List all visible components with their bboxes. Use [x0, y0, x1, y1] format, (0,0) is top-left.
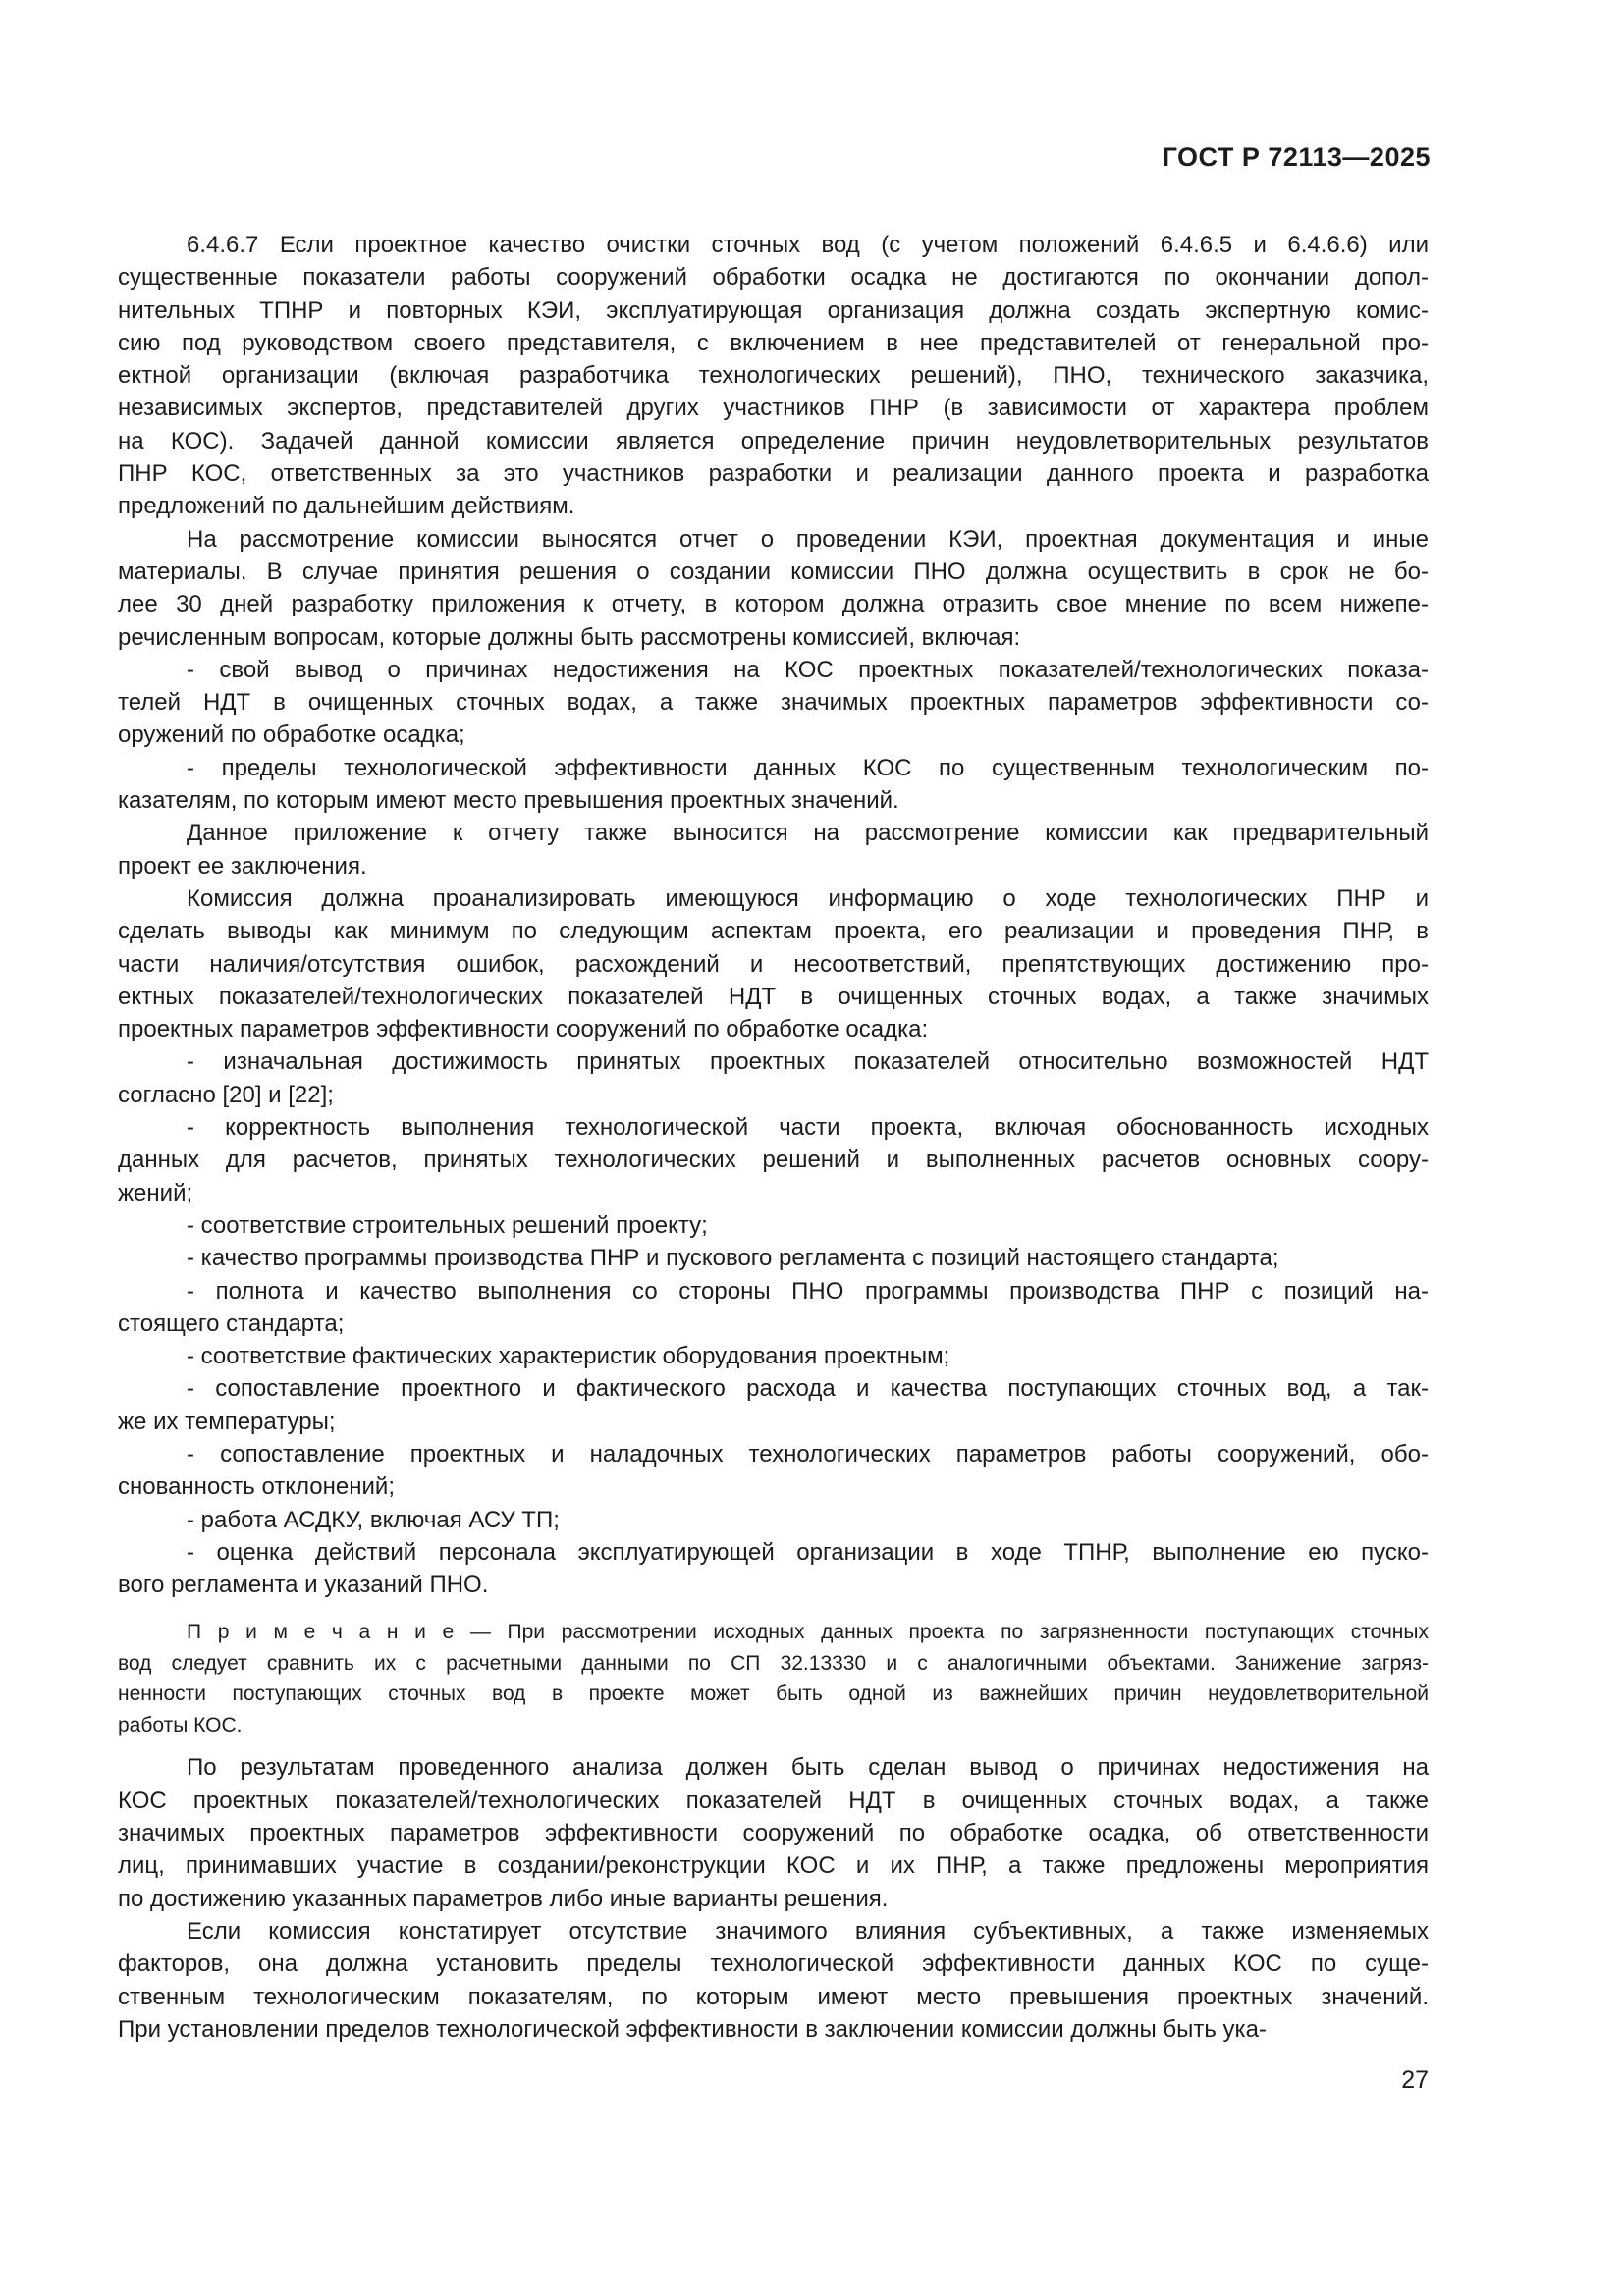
paragraph-line: предложений по дальнейшим действиям.	[118, 493, 575, 520]
paragraph-line: жений;	[118, 1179, 193, 1206]
paragraph-line: - работа АСДКУ, включая АСУ ТП;	[187, 1506, 560, 1533]
paragraph-line: При установлении пределов технологической эффективности в заключении комиссии должны быть ука-	[118, 2015, 1267, 2043]
paragraph-line: ектной организации (включая разработчика технологических решений), ПНО, технического заказчика,	[118, 362, 1429, 390]
paragraph-line: Комиссия должна проанализировать имеющуюся информацию о ходе технологических ПНР и	[187, 884, 1429, 912]
paragraph	[118, 229, 1429, 523]
page-number: 27	[1401, 2066, 1429, 2094]
paragraph-line: 6.4.6.7 Если проектное качество очистки сточных вод (с учетом положений 6.4.6.5 и 6.4.6.6) или	[187, 232, 1429, 258]
paragraph	[118, 1209, 1429, 1242]
paragraph-line: проектных параметров эффективности сооружений по обработке осадка:	[118, 1016, 929, 1043]
paragraph-line: ектных показателей/технологических показателей НДТ в очищенных сточных водах, а также значимых	[118, 983, 1429, 1010]
paragraph	[118, 1111, 1429, 1209]
paragraph-line: снованность отклонений;	[118, 1473, 395, 1501]
paragraph-line: Данное приложение к отчету также выносится на рассмотрение комиссии как предварительный	[187, 820, 1429, 847]
paragraph-line: факторов, она должна установить пределы технологической эффективности данных КОС по суще-	[118, 1950, 1429, 1978]
paragraph-line: - сопоставление проектного и фактического расхода и качества поступающих сточных вод, а так-	[187, 1375, 1429, 1403]
paragraph-line: КОС проектных показателей/технологических показателей НДТ в очищенных сточных водах, а также	[118, 1787, 1429, 1814]
paragraph-line: - оценка действий персонала эксплуатирующей организации в ходе ТПНР, выполнение ею пуско-	[187, 1538, 1429, 1566]
paragraph-line: На рассмотрение комиссии выносятся отчет о проведении КЭИ, проектная документация и иные	[187, 525, 1429, 553]
paragraph-line: проект ее заключения.	[118, 852, 367, 880]
paragraph-line: на КОС). Задачей данной комиссии является определение причин неудовлетворительных результатов	[118, 427, 1429, 454]
paragraph-line: - свой вывод о причинах недостижения на КОС проектных показателей/технологических показа-	[187, 656, 1429, 683]
paragraph	[118, 523, 1429, 654]
paragraph-line: данных для расчетов, принятых технологических решений и выполненных расчетов основных соору-	[118, 1147, 1429, 1174]
paragraph	[118, 1242, 1429, 1274]
standard-code-header: ГОСТ Р 72113—2025	[1162, 142, 1431, 172]
paragraph-line: существенные показатели работы сооружений обработки осадка не достигаются по окончании допол-	[118, 264, 1429, 292]
paragraph-line: казателям, по которым имеют место превышения проектных значений.	[118, 787, 899, 815]
paragraph-line: речисленным вопросам, которые должны быть рассмотрены комиссией, включая:	[118, 623, 1021, 651]
paragraph-line: телей НДТ в очищенных сточных водах, а также значимых проектных параметров эффективности со-	[118, 689, 1429, 717]
paragraph-line: - соответствие фактических характеристик оборудования проектным;	[187, 1343, 950, 1370]
paragraph-line: независимых экспертов, представителей других участников ПНР (в зависимости от характера проблем	[118, 395, 1429, 422]
paragraph	[118, 882, 1429, 1045]
paragraph	[118, 817, 1429, 882]
paragraph	[118, 752, 1429, 818]
paragraph-line: лиц, принимавших участие в создании/реконструкции КОС и их ПНР, а также предложены мероприятия	[118, 1852, 1429, 1880]
paragraph	[118, 654, 1429, 752]
paragraph-line: ПНР КОС, ответственных за это участников разработки и реализации данного проекта и разработка	[118, 460, 1429, 488]
paragraph	[118, 1438, 1429, 1504]
paragraph-line: вого регламента и указаний ПНО.	[118, 1572, 489, 1599]
paragraph-line: По результатам проведенного анализа должен быть сделан вывод о причинах недостижения на	[187, 1754, 1429, 1782]
paragraph-line: части наличия/отсутствия ошибок, расхождений и несоответствий, препятствующих достижению про-	[118, 950, 1429, 978]
paragraph-line: - полнота и качество выполнения со стороны ПНО программы производства ПНР с позиций на-	[187, 1277, 1429, 1305]
paragraph-line: оружений по обработке осадка;	[118, 721, 465, 749]
paragraph-line: - корректность выполнения технологической части проекта, включая обоснованность исходных	[187, 1114, 1429, 1142]
paragraph-line: ненности поступающих сточных вод в проекте может быть одной из важнейших причин неудовлетворительной	[118, 1682, 1429, 1706]
paragraph-line: сделать выводы как минимум по следующим аспектам проекта, его реализации и проведения ПНР, в	[118, 918, 1429, 945]
paragraph-line: работы КОС.	[118, 1713, 243, 1736]
paragraph	[118, 1372, 1429, 1438]
paragraph-line: вод следует сравнить их с расчетными данными по СП 32.13330 и с аналогичными объектами. Занижение загряз-	[118, 1651, 1429, 1675]
paragraph	[118, 1915, 1429, 2046]
paragraph	[118, 1045, 1429, 1111]
paragraph-line: - сопоставление проектных и наладочных технологических параметров работы сооружений, обо-	[187, 1440, 1429, 1468]
paragraph	[118, 1536, 1429, 1602]
paragraph-line: - изначальная достижимость принятых проектных показателей относительно возможностей НДТ	[187, 1048, 1429, 1076]
paragraph-line: - соответствие строительных решений проекту;	[187, 1211, 708, 1239]
paragraph-line: Если комиссия констатирует отсутствие значимого влияния субъективных, а также изменяемых	[187, 1917, 1429, 1945]
paragraph	[118, 1340, 1429, 1372]
paragraph	[118, 1275, 1429, 1341]
paragraph-line: значимых проектных параметров эффективности сооружений по обработке осадка, об ответственности	[118, 1820, 1429, 1847]
paragraph-line: стоящего стандарта;	[118, 1309, 345, 1337]
paragraph-line: ственным технологическим показателям, по которым имеют место превышения проектных значений.	[118, 1983, 1429, 2010]
paragraph-line: же их температуры;	[118, 1408, 336, 1435]
paragraph-line: сию под руководством своего представителя, с включением в нее представителей от генеральной про-	[118, 329, 1429, 356]
paragraph-line: лее 30 дней разработку приложения к отчету, в котором должна отразить свое мнение по всем нижепе-	[118, 591, 1429, 618]
paragraph	[118, 1504, 1429, 1536]
paragraph	[118, 1751, 1429, 1914]
paragraph-line: П р и м е ч а н и е — При рассмотрении исходных данных проекта по загрязненности поступающих сточных	[187, 1621, 1429, 1644]
paragraph-line: по достижению указанных параметров либо иные варианты решения.	[118, 1885, 889, 1912]
content	[118, 229, 1429, 2046]
paragraph-line: материалы. В случае принятия решения о создании комиссии ПНО должна осуществить в срок не бо-	[118, 558, 1429, 585]
paragraph-line: согласно [20] и [22];	[118, 1081, 334, 1108]
paragraph-line: - качество программы производства ПНР и пускового регламента с позиций настоящего стандарта;	[187, 1245, 1279, 1272]
note-paragraph	[118, 1617, 1429, 1740]
paragraph-line: - пределы технологической эффективности данных КОС по существенным технологическим по-	[187, 754, 1429, 781]
paragraph-line: нительных ТПНР и повторных КЭИ, эксплуатирующая организация должна создать экспертную комис-	[118, 296, 1429, 324]
